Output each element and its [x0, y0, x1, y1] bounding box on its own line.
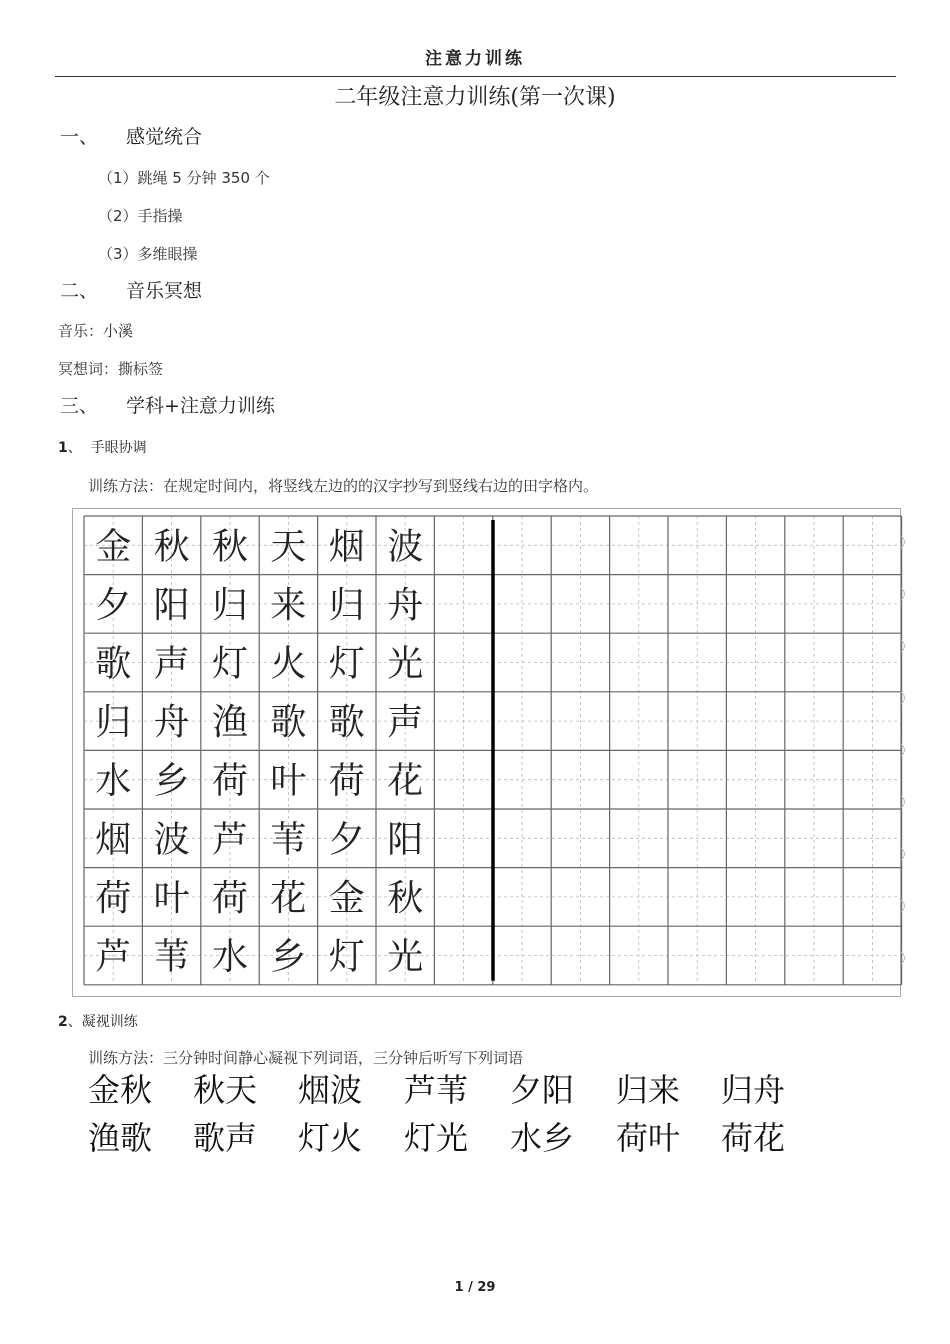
grid-character: 荷: [211, 760, 249, 802]
grid-frame: [73, 509, 901, 997]
exercise-title: 手眼协调: [90, 440, 147, 456]
gaze-word: 灯光: [404, 1119, 469, 1157]
gaze-word: 灯火: [298, 1119, 363, 1157]
list-item: （1）跳绳 5 分钟 350 个: [98, 169, 270, 187]
grid-character: 声: [153, 643, 190, 685]
grid-character: 来: [270, 584, 307, 626]
meditation-line: 冥想词：撕标签: [58, 360, 164, 378]
section-number: 二、: [60, 280, 99, 302]
grid-character: 乡: [270, 936, 307, 978]
gaze-word: 金秋: [88, 1071, 153, 1109]
grid-character: 灯: [328, 643, 365, 685]
grid-character: 阳: [153, 584, 190, 626]
gaze-word: 归来: [616, 1071, 681, 1109]
gaze-word: 夕阳: [510, 1071, 575, 1109]
section-title: 学科+注意力训练: [126, 395, 275, 417]
grid-character: 叶: [153, 877, 190, 919]
gaze-word: 歌声: [193, 1119, 258, 1157]
section-number: 三、: [60, 395, 99, 417]
grid-character: 苇: [270, 819, 307, 861]
grid-character: 夕: [328, 819, 365, 861]
grid-character: 烟: [328, 526, 365, 568]
running-header: 注意力训练: [425, 49, 525, 69]
exercise-method: 训练方法：三分钟时间静心凝视下列词语，三分钟后听写下列词语: [88, 1049, 524, 1067]
grid-character: 波: [153, 819, 190, 861]
section-heading-2: [60, 276, 202, 303]
grid-character: 水: [211, 936, 249, 978]
grid-character: 秋: [153, 526, 190, 568]
grid-character: 花: [270, 877, 307, 919]
exercise-title: 凝视训练: [81, 1014, 138, 1030]
exercise-heading-2: [58, 1011, 138, 1031]
grid-character: 歌: [95, 643, 132, 685]
grid-character: 荷: [95, 877, 132, 919]
grid-character: 歌: [328, 702, 365, 744]
tianzige-practice-grid: [72, 508, 910, 998]
grid-character: 荷: [328, 760, 365, 802]
grid-character: 水: [95, 760, 132, 802]
grid-character: 波: [387, 526, 424, 568]
grid-character: 苇: [153, 936, 190, 978]
gaze-word: 荷叶: [616, 1119, 681, 1157]
grid-character: 火: [270, 643, 307, 685]
grid-character: 荷: [211, 877, 249, 919]
page-number: 1 / 29: [454, 1280, 496, 1295]
grid-character: 声: [387, 702, 424, 744]
page-title: 二年级注意力训练(第一次课): [334, 85, 616, 110]
grid-character: 舟: [387, 584, 424, 626]
list-item: （2）手指操: [98, 207, 183, 225]
section-heading-3: [60, 391, 275, 418]
header-divider: [55, 76, 896, 77]
gaze-word: 烟波: [298, 1071, 363, 1109]
exercise-number: 2: [58, 1014, 68, 1030]
grid-character: 花: [387, 760, 424, 802]
list-item: （3）多维眼操: [98, 245, 198, 263]
section-heading-1: [60, 122, 202, 149]
grid-character: 烟: [95, 819, 132, 861]
grid-character: 归: [328, 584, 365, 626]
grid-character: 光: [387, 936, 424, 978]
grid-character: 秋: [387, 877, 424, 919]
grid-character: 阳: [387, 819, 424, 861]
exercise-heading-1: [58, 437, 147, 457]
grid-character: 芦: [211, 819, 249, 861]
grid-character: 秋: [211, 526, 249, 568]
gaze-word: 水乡: [510, 1119, 575, 1157]
grid-character: 乡: [153, 760, 190, 802]
gaze-word: 秋天: [193, 1071, 258, 1109]
section-title: 音乐冥想: [126, 280, 203, 302]
music-line: 音乐：小溪: [58, 322, 134, 340]
grid-character: 灯: [328, 936, 365, 978]
gaze-word: 归舟: [721, 1071, 786, 1109]
exercise-method: 训练方法：在规定时间内，将竖线左边的的汉字抄写到竖线右边的田字格内。: [88, 477, 599, 495]
grid-character: 天: [270, 526, 307, 568]
section-number: 一、: [60, 126, 99, 148]
grid-character: 芦: [95, 936, 132, 978]
section-title: 感觉统合: [126, 126, 203, 148]
gaze-word: 芦苇: [404, 1071, 469, 1109]
grid-character: 金: [95, 526, 132, 568]
grid-character: 舟: [153, 702, 190, 744]
grid-character: 金: [328, 877, 365, 919]
grid-character: 灯: [211, 643, 249, 685]
grid-character: 归: [95, 702, 132, 744]
exercise-number: 1: [58, 440, 68, 456]
grid-character: 渔: [211, 702, 249, 744]
grid-character: 光: [387, 643, 424, 685]
gaze-word: 荷花: [721, 1119, 786, 1157]
grid-character: 叶: [270, 760, 307, 802]
exercise-separator: 、: [67, 1014, 82, 1030]
exercise-separator: 、: [67, 440, 82, 456]
grid-character: 归: [211, 584, 249, 626]
grid-character: 夕: [95, 584, 132, 626]
gaze-word: 渔歌: [88, 1119, 153, 1157]
grid-character: 歌: [270, 702, 307, 744]
